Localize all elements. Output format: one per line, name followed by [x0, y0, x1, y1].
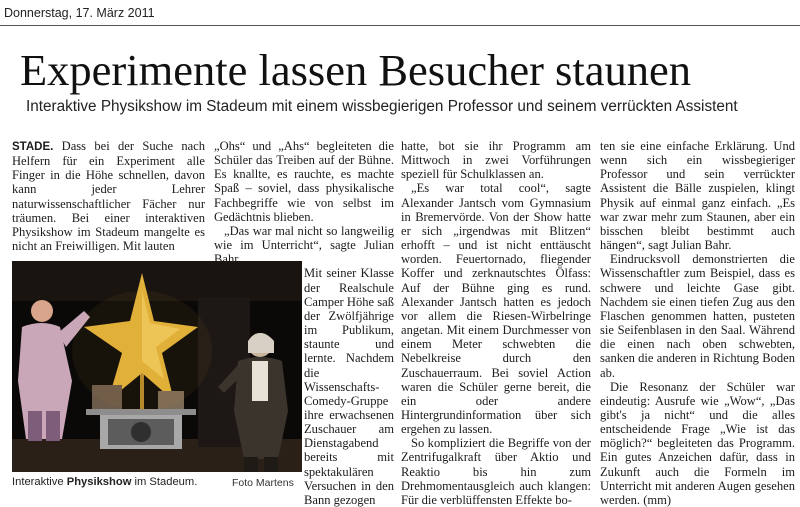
dateline: STADE.: [12, 141, 54, 153]
paragraph: Mit seiner Klasse der Realschule Camper Höhe saß der Zwölfjährige im Publikum, staunte und lernte. Nachdem die Wissenschafts-Comedy-Gruppe ihre erwachsenen Zuschauer am Dienstagabend bereits mit spektakulären Versuchen in den Bann gezogen: [304, 266, 394, 507]
paragraph: So kompliziert die Begriffe von der Zentrifugalkraft über Aktio und Reaktio bis hin zum Drehmomentausgleich auch klangen: Für die verblüffensten Effekte bo-: [401, 436, 591, 507]
paragraph: hatte, bot sie ihr Programm am Mittwoch in zwei Vorführungen speziell für Schulklassen an.: [401, 139, 591, 182]
column-2: [214, 139, 394, 507]
paragraph: [12, 139, 205, 253]
header-rule: [0, 25, 800, 26]
paragraph-text: Dass bei der Suche nach Helfern für ein Experiment alle Finger in die Höhe schnellen, davon kann jeder Lehrer naturwissenschaftlicher Fächer nur träumen. Bei einer interaktiven Physikshow im Stadeum mangelte es nicht an Freiwilligen. Mit lauten: [12, 139, 206, 254]
caption-text: Interaktive: [12, 476, 67, 488]
photo-credit: Foto Martens: [232, 477, 294, 489]
photo-caption: [12, 476, 197, 488]
paragraph: Eindrucksvoll demonstrierten die Wissenschaftler zum Beispiel, dass es schwere und leichte Gase gibt. Nachdem sie einen tiefen Zug aus den Flaschen genommen hatten, pusteten sie Seifenblasen in den Saal. Während die einen nach oben schwebten, sanken die anderen in Richtung Boden ab.: [600, 252, 795, 380]
headline: Experimente lassen Besucher staunen: [20, 45, 691, 95]
caption-text-end: im Stadeum.: [131, 476, 198, 488]
caption-bold: Physikshow: [66, 476, 132, 488]
paragraph: ten sie eine einfache Erklärung. Und wenn sich ein wissbegieriger Professor und sein verrückter Assistent die Bälle zuspielen, klingt Physik auf einmal ganz einfach. „Es war zwar mehr zum Staunen, aber ein bisschen bleibt bestimmt auch hängen“, sagt Julian Bahr.: [600, 139, 795, 253]
paragraph: „Ohs“ und „Ahs“ begleiteten die Schüler das Treiben auf der Bühne. Es knallte, es rauchte, es machte Spaß – soviel, dass physikalische Fachbegriffe wie von selbst im Gedächtnis blieben.: [214, 139, 394, 224]
column-4: [600, 139, 795, 507]
paragraph: „Das war mal nicht so langweilig wie im Unterricht“, sagte Julian Bahr.: [214, 223, 394, 267]
column-1: [12, 139, 205, 253]
subheadline: Interaktive Physikshow im Stadeum mit einem wissbegierigen Professor und seinem verrückten Assistent: [26, 98, 738, 115]
page-date: Donnerstag, 17. März 2011: [4, 6, 155, 20]
column-3: [401, 139, 591, 507]
paragraph: Die Resonanz der Schüler war eindeutig: Ausrufe wie „Wow“, „Das gibt's ja nicht“ und die alles entscheidende Frage „Wie ist das möglich?“ begleiteten das Programm. Ein gutes Anzeichen dafür, dass in Zukunft auch die Formeln im Unterricht mit anderen Augen gesehen werden. (mm): [600, 379, 795, 507]
paragraph: „Es war total cool“, sagte Alexander Jantsch vom Gymnasium in Bremervörde. Von der Show hatte er sich „irgendwas mit Blitzen“ erhofft – und ist nicht enttäuscht worden. Feuertornado, fliegender Koffer und zerknautschtes Ölfass: Auf der Bühne ging es rund. Alexander Jantsch hatten es jedoch vor allem die Riesen-Wirbelringe angetan. Mit einem Durchmesser von einem Meter schwebten die Nebelkreise durch den Zuschauerraum. Bei soviel Action waren die Schüler gerne bereit, die ein oder andere Hintergrundinformation über sich ergehen zu lassen.: [401, 181, 591, 437]
